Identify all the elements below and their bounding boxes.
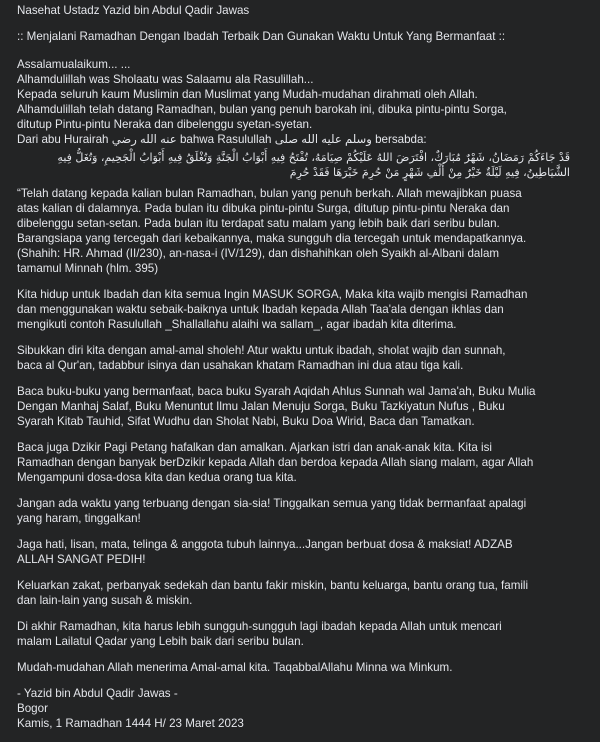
spacer <box>17 429 576 440</box>
greeting: Assalamualaikum... ... <box>17 58 131 71</box>
paragraph <box>17 578 576 608</box>
paragraph-line: Baca buku-buku yang bermanfaat, baca buku Syarah Aqidah Ahlus Sunnah wal Jama'ah, Buku Mulia <box>17 385 536 398</box>
spacer <box>17 373 576 384</box>
paragraph-line: baca al Qur'an, tadabbur isinya dan usahakan khatam Ramadhan ini dua atau tiga kali. <box>17 359 464 372</box>
hadith-arabic <box>17 150 576 180</box>
opening-line: ditutup Pintu-pintu Neraka dan dibelenggu syetan-syetan. <box>17 118 313 131</box>
paragraph <box>17 660 576 675</box>
paragraph-line: dan menggunakan waktu sebaik-baiknya untuk Ibadah kepada Allah Taa'ala dengan ikhlas dan <box>17 303 504 316</box>
signature-place: Bogor <box>17 702 48 715</box>
paragraph-line: Sibukkan diri kita dengan amal-amal sholeh! Atur waktu untuk ibadah, sholat wajib dan sunnah, <box>17 344 506 357</box>
paragraph-line: mengikuti contoh Rasulullah _Shallallahu alaihi wa sallam_, agar ibadah kita diterima. <box>17 318 457 331</box>
paragraph-line: atas kalian di dalamnya. Pada bulan itu dibuka pintu-pintu Surga, ditutup pintu-pintu Neraka dan <box>17 202 510 215</box>
paragraph-line: tamamul Minnah (hlm. 395) <box>17 262 159 275</box>
signature-date: Kamis, 1 Ramadhan 1444 H/ 23 Maret 2023 <box>17 717 244 730</box>
post-subtitle: :: Menjalani Ramadhan Dengan Ibadah Terbaik Dan Gunakan Waktu Untuk Yang Bermanfaat :: <box>17 30 506 43</box>
post-title: Nasehat Ustadz Yazid bin Abdul Qadir Jawas <box>17 4 250 17</box>
paragraph-line: Mudah-mudahan Allah menerima Amal-amal kita. TaqabbalAllahu Minna wa Minkum. <box>17 661 453 674</box>
paragraph-line: Ramadhan dengan banyak berDzikir kepada Allah dan berdoa kepada Allah siang malam, agar Allah <box>17 456 534 469</box>
signature-author: - Yazid bin Abdul Qadir Jawas - <box>17 687 178 700</box>
paragraphs <box>17 186 576 675</box>
opening-line: Kepada seluruh kaum Muslimin dan Muslimat yang Mudah-mudahan dirahmati oleh Allah. <box>17 88 478 101</box>
spacer <box>17 276 576 287</box>
spacer <box>17 608 576 619</box>
paragraph <box>17 384 576 429</box>
opening-line: Alhamdulillah was Sholaatu was Salaamu ala Rasulillah... <box>17 73 314 86</box>
paragraph-line: (Shahih: HR. Ahmad (II/230), an-nasa-i (IV/129), dan dishahihkan oleh Syaikh al-Albani dalam <box>17 247 500 260</box>
opening-line: Dari abu Hurairah عنه الله رضي bahwa Rasulullah وسلم عليه الله صلى bersabda: <box>17 133 427 146</box>
paragraph-line: Jaga hati, lisan, mata, telinga & anggota tubuh lainnya...Jangan berbuat dosa & maksiat! ADZAB <box>17 538 513 551</box>
spacer <box>17 675 576 686</box>
paragraph-line: Di akhir Ramadhan, kita harus lebih sungguh-sungguh lagi ibadah kepada Allah untuk mencari <box>17 620 502 633</box>
spacer <box>17 44 576 55</box>
paragraph <box>17 287 576 332</box>
spacer <box>17 332 576 343</box>
paragraph-line: dibelenggu setan-setan. Pada bulan itu terdapat satu malam yang lebih baik dari seribu bulan. <box>17 217 500 230</box>
paragraph <box>17 186 576 276</box>
paragraph-line: Kita hidup untuk Ibadah dan kita semua Ingin MASUK SORGA, Maka kita wajib mengisi Ramadhan <box>17 288 528 301</box>
opening-line: Alhamdulillah telah datang Ramadhan, bulan yang penuh barokah ini, dibuka pintu-pintu Sorga, <box>17 103 507 116</box>
paragraph-line: Mengampuni dosa-dosa kita dan kedua orang tua kita. <box>17 471 297 484</box>
spacer <box>17 649 576 660</box>
paragraph-line: Keluarkan zakat, perbanyak sedekah dan bantu fakir miskin, bantu keluarga, bantu orang tua, famili <box>17 579 529 592</box>
spacer <box>17 485 576 496</box>
spacer <box>17 18 576 29</box>
paragraph-line: malam Lailatul Qadar yang Lebih baik dari seribu bulan. <box>17 635 304 648</box>
paragraph-line: ALLAH SANGAT PEDIH! <box>17 553 146 566</box>
paragraph-line: Syarah Kitab Tauhid, Sifat Wudhu dan Sholat Nabi, Buku Doa Wirid, Baca dan Tamatkan. <box>17 415 475 428</box>
paragraph-line: “Telah datang kepada kalian bulan Ramadhan, bulan yang penuh berkah. Allah mewajibkan puasa <box>17 187 522 200</box>
paragraph <box>17 496 576 526</box>
paragraph <box>17 343 576 373</box>
spacer <box>17 567 576 578</box>
spacer <box>17 526 576 537</box>
paragraph <box>17 619 576 649</box>
paragraph-line: Baca juga Dzikir Pagi Petang hafalkan dan amalkan. Ajarkan istri dan anak-anak kita. Kita isi <box>17 441 492 454</box>
paragraph-line: Dengan Manhaj Salaf, Buku Menuntut Ilmu Jalan Menuju Sorga, Buku Tazkiyatun Nufus , Buku <box>17 400 505 413</box>
opening-paragraph <box>17 72 576 147</box>
paragraph-line: Jangan ada waktu yang terbuang dengan sia-sia! Tinggalkan semua yang tidak bermanfaat apalagi <box>17 497 527 510</box>
paragraph-line: yang haram, tinggalkan! <box>17 512 141 525</box>
paragraph-line: dan lain-lain yang susah & miskin. <box>17 594 193 607</box>
signature-block <box>17 686 576 731</box>
arabic-line: قَدْ جَاءَكُمْ رَمَضَانُ، شَهْرٌ مُبَارَكٌ، افْتَرَضَ اللهُ عَلَيْكُمْ صِيَامَهُ، تُفْتَحُ فِيهِ أَبْوَابُ الْجَنَّةِ وَتُغْلَقُ فِيهِ أَبْوَابُ الْجَحِيمِ، وَتُغَلُّ فِيهِ <box>57 151 570 164</box>
paragraph <box>17 537 576 567</box>
arabic-line: الشَّيَاطِينُ، فِيهِ لَيْلَةٌ خَيْرٌ مِنْ أَلْفِ شَهْرٍ مَنْ حُرِمَ خَيْرَهَا فَقَدْ حُرِمَ <box>289 166 570 179</box>
paragraph <box>17 440 576 485</box>
paragraph-line: Barangsiapa yang tercegah dari kebaikannya, maka sungguh dia tercegah untuk mendapatkannya. <box>17 232 527 245</box>
